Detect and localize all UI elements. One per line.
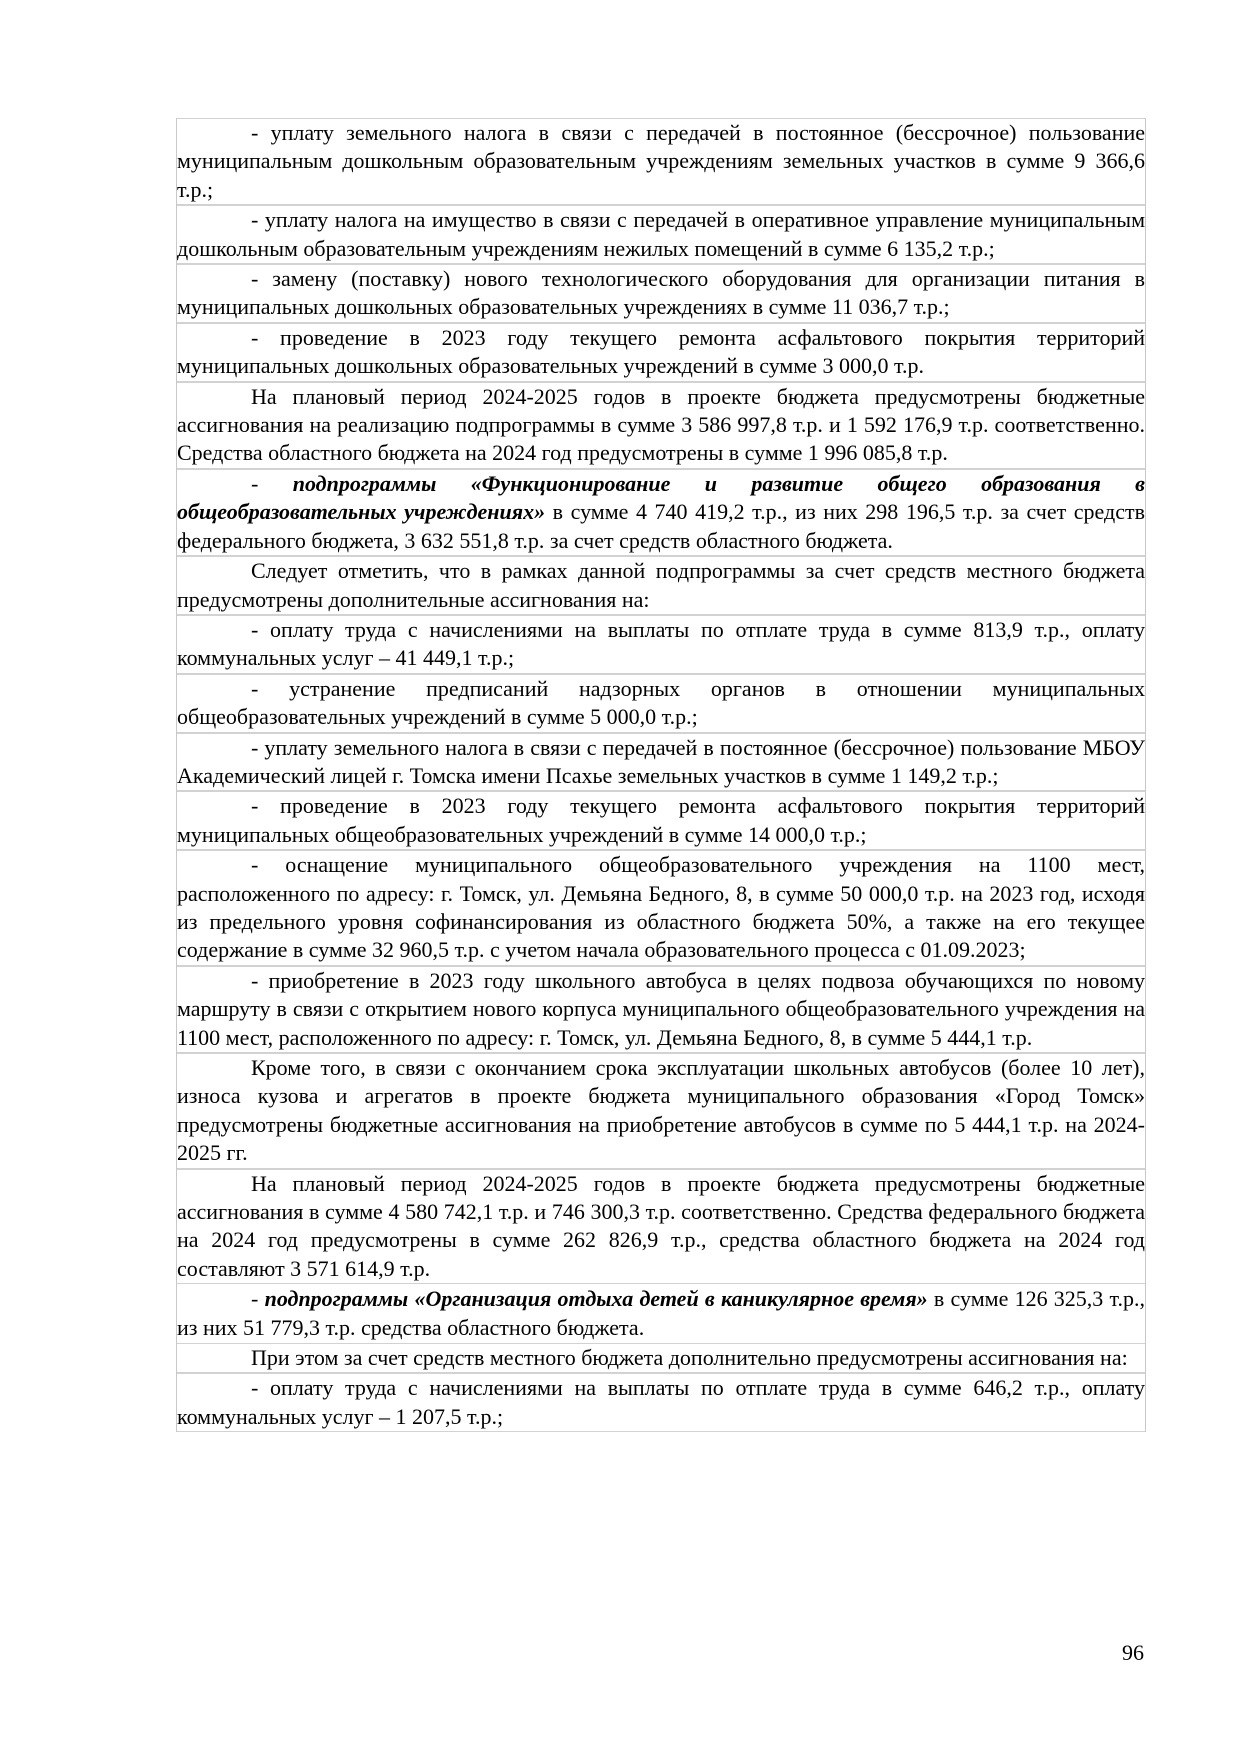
paragraph: - оплату труда с начислениями на выплаты по отплате труда в сумме 813,9 т.р., оплату коммунальных услуг – 41 449,1 т.р.; (177, 615, 1145, 674)
subprogram-title: подпрограммы «Организация отдыха детей в каникулярное время» (264, 1286, 928, 1312)
paragraph: - устранение предписаний надзорных органов в отношении муниципальных общеобразовательных учреждений в сумме 5 000,0 т.р.; (177, 674, 1145, 733)
paragraph: - оснащение муниципального общеобразовательного учреждения на 1100 мест, расположенного по адресу: г. Томск, ул. Демьяна Бедного, 8, в сумме 50 000,0 т.р. на 2023 год, исходя из предельного уровня софинансирования из областного бюджета 50%, а также на его текущее содержание в сумме 32 960,5 т.р. с учетом начала образовательного процесса с 01.09.2023; (177, 850, 1145, 966)
subprogram-title: подпрограммы «Функционирование и развитие общего образования в общеобразовательных учреждениях» (177, 470, 1146, 525)
paragraph: При этом за счет средств местного бюджета дополнительно предусмотрены ассигнования на: (177, 1343, 1145, 1373)
page-number: 96 (1122, 1640, 1144, 1665)
paragraph: - оплату труда с начислениями на выплаты по отплате труда в сумме 646,2 т.р., оплату коммунальных услуг – 1 207,5 т.р.; (177, 1373, 1145, 1432)
paragraph: - замену (поставку) нового технологического оборудования для организации питания в муниципальных дошкольных образовательных учреждениях в сумме 11 036,7 т.р.; (177, 264, 1145, 323)
text-body (176, 118, 1146, 1432)
paragraph: - проведение в 2023 году текущего ремонта асфальтового покрытия территорий муниципальных общеобразовательных учреждений в сумме 14 000,0 т.р.; (177, 791, 1145, 850)
paragraph: - проведение в 2023 году текущего ремонта асфальтового покрытия территорий муниципальных дошкольных образовательных учреждений в сумме 3 000,0 т.р. (177, 323, 1145, 382)
paragraph: На плановый период 2024-2025 годов в проекте бюджета предусмотрены бюджетные ассигнования в сумме 4 580 742,1 т.р. и 746 300,3 т.р. соответственно. Средства федерального бюджета на 2024 год предусмотрены в сумме 262 826,9 т.р., средства областного бюджета на 2024 год составляют 3 571 614,9 т.р. (177, 1169, 1145, 1285)
paragraph: - уплату земельного налога в связи с передачей в постоянное (бессрочное) пользование МБОУ Академический лицей г. Томска имени Псахье земельных участков в сумме 1 149,2 т.р.; (177, 733, 1145, 792)
paragraph: Следует отметить, что в рамках данной подпрограммы за счет средств местного бюджета предусмотрены дополнительные ассигнования на: (177, 556, 1145, 615)
paragraph: - уплату земельного налога в связи с передачей в постоянное (бессрочное) пользование муниципальным дошкольным образовательным учреждениям земельных участков в сумме 9 366,6 т.р.; (177, 118, 1145, 205)
paragraph: - приобретение в 2023 году школьного автобуса в целях подвоза обучающихся по новому маршруту в связи с открытием нового корпуса муниципального общеобразовательного учреждения на 1100 мест, расположенного по адресу: г. Томск, ул. Демьяна Бедного, 8, в сумме 5 444,1 т.р. (177, 966, 1145, 1053)
subprogram-paragraph: - подпрограммы «Функционирование и развитие общего образования в общеобразовательных учреждениях» в сумме 4 740 419,2 т.р., из них 298 196,5 т.р. за счет средств федерального бюджета, 3 632 551,8 т.р. за счет средств областного бюджета. (177, 469, 1145, 556)
subprogram-paragraph: - подпрограммы «Организация отдыха детей в каникулярное время» в сумме 126 325,3 т.р., из них 51 779,3 т.р. средства областного бюджета. (177, 1286, 1146, 1340)
paragraph: На плановый период 2024-2025 годов в проекте бюджета предусмотрены бюджетные ассигнования на реализацию подпрограммы в сумме 3 586 997,8 т.р. и 1 592 176,9 т.р. соответственно. Средства областного бюджета на 2024 год предусмотрены в сумме 1 996 085,8 т.р. (177, 382, 1145, 469)
paragraph: - уплату налога на имущество в связи с передачей в оперативное управление муниципальным дошкольным образовательным учреждениям нежилых помещений в сумме 6 135,2 т.р.; (177, 205, 1145, 264)
paragraph: Кроме того, в связи с окончанием срока эксплуатации школьных автобусов (более 10 лет), износа кузова и агрегатов в проекте бюджета муниципального образования «Город Томск» предусмотрены бюджетные ассигнования на приобретение автобусов в сумме по 5 444,1 т.р. на 2024-2025 гг. (177, 1053, 1145, 1169)
